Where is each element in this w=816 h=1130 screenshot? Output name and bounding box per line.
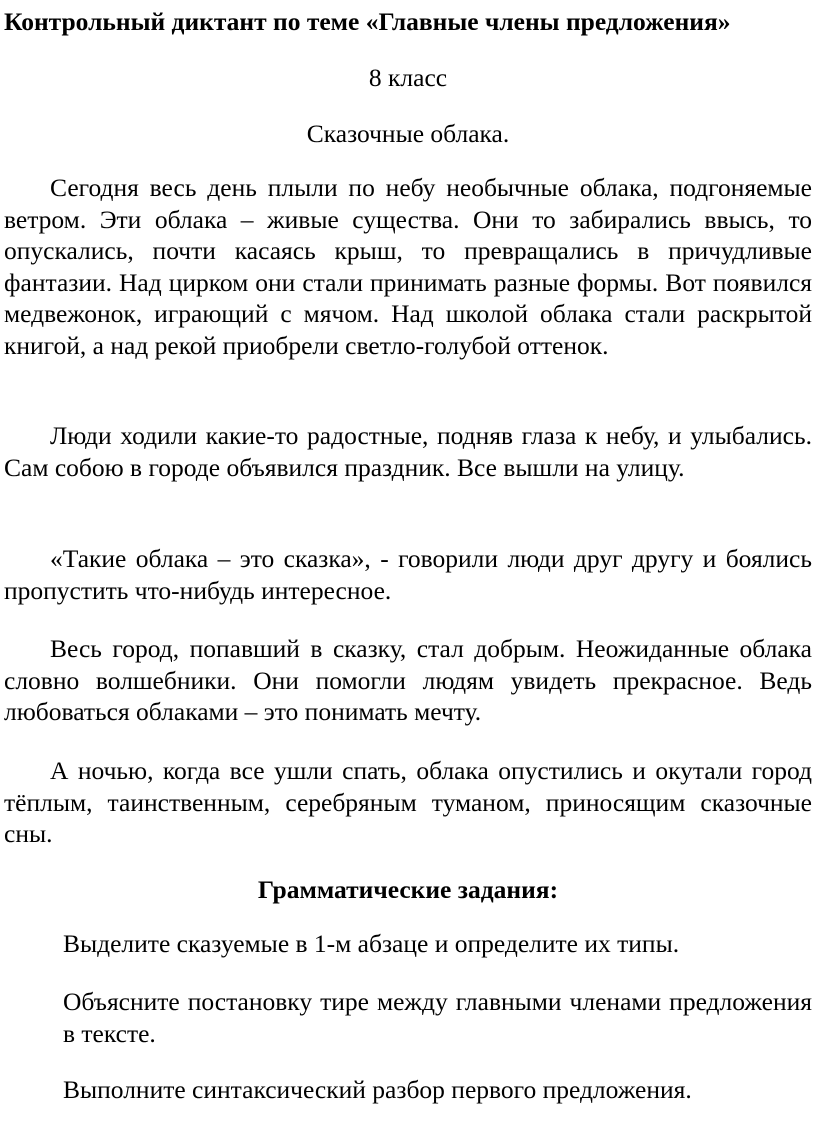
document-title: Контрольный диктант по теме «Главные члены предложения» (4, 7, 731, 36)
tasks-heading: Грамматические задания: (257, 875, 559, 904)
paragraph-4: Весь город, попавший в сказку, стал добрым. Неожиданные облака словно волшебники. Они помогли людям увидеть прекрасное. Ведь любоваться облаками – это понимать мечту. (4, 634, 812, 726)
paragraph-5: А ночью, когда все ушли спать, облака опустились и окутали город тёплым, таинственным, серебряным туманом, приносящим сказочные сны. (4, 756, 812, 848)
paragraph-1: Сегодня весь день плыли по небу необычные облака, подгоняемые ветром. Эти облака – живые существа. Они то забирались ввысь, то опускались, почти касаясь крыш, то превращались в причудливые фантазии. Над цирком они стали принимать разные формы. Вот появился медвежонок, играющий с мячом. Над школой облака стали раскрытой книгой, а над рекой приобрели светло-голубой оттенок. (4, 173, 812, 360)
paragraph-2: Люди ходили какие-то радостные, подняв глаза к небу, и улыбались. Сам собою в городе объявился праздник. Все вышли на улицу. (4, 421, 812, 482)
paragraph-3: «Такие облака – это сказка», - говорили люди друг другу и боялись пропустить что-нибудь интересное. (4, 544, 812, 605)
task-3: Выполните синтаксический разбор первого предложения. (63, 1075, 692, 1104)
grade-label: 8 класс (368, 63, 448, 92)
task-1: Выделите сказуемые в 1-м абзаце и определите их типы. (63, 929, 680, 958)
task-2: Объясните постановку тире между главными членами предложения в тексте. (63, 987, 812, 1048)
story-title: Сказочные облака. (306, 119, 510, 148)
